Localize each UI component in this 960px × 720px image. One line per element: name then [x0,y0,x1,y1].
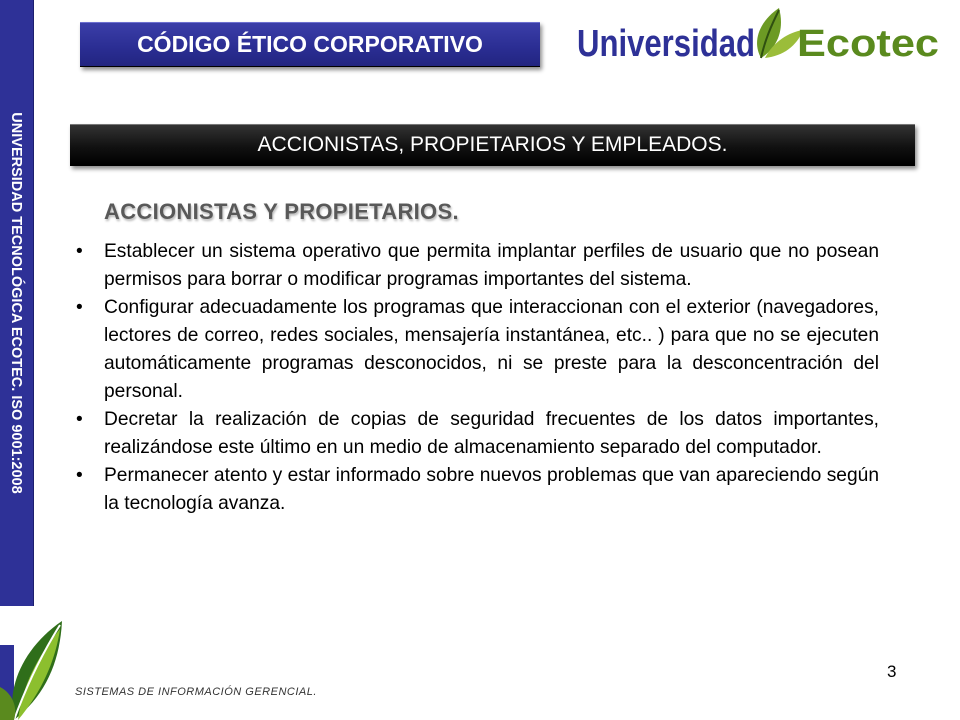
section-heading: ACCIONISTAS Y PROPIETARIOS. [104,199,459,224]
corner-leaf-icon [0,617,66,720]
bullet-list [76,238,879,518]
bullet-marker: • [76,409,83,430]
bullet-text: Decretar la realización de copias de seguridad frecuentes de los datos importantes, realizándose este último en un medio de almacenamiento separado del computador. [104,409,879,458]
bullet-item [76,238,879,294]
bullet-text: Establecer un sistema operativo que permita implantar perfiles de usuario que no posean permisos para borrar o modificar programas importantes del sistema. [104,241,879,290]
logo-text-universidad: Universidad [577,23,755,65]
bullet-text: Configurar adecuadamente los programas que interaccionan con el exterior (navegadores, lectores de correo, redes sociales, mensajería instantánea, etc.. ) para que no se ejecuten automáticamente programas desconocidos, ni se preste para la desconcentración del personal. [104,297,879,402]
bullet-item [76,462,879,518]
bullet-item [76,294,879,406]
university-logo [575,0,945,70]
bullet-marker: • [76,297,83,318]
header-title: CÓDIGO ÉTICO CORPORATIVO [80,22,540,67]
bullet-text: Permanecer atento y estar informado sobre nuevos problemas que van apareciendo según la tecnología avanza. [104,465,879,514]
side-label: UNIVERSIDAD TECNOLÓGICA ECOTEC. ISO 9001:2008 [8,112,24,494]
bullet-marker: • [76,465,83,486]
bullet-marker: • [76,241,83,262]
side-bar [0,0,34,606]
bullet-item [76,406,879,462]
subtitle-banner: ACCIONISTAS, PROPIETARIOS Y EMPLEADOS. [70,124,915,166]
footer-text: SISTEMAS DE INFORMACIÓN GERENCIAL. [75,686,317,698]
page-number: 3 [887,662,897,681]
logo-text-ecotec: Ecotec [797,23,939,65]
